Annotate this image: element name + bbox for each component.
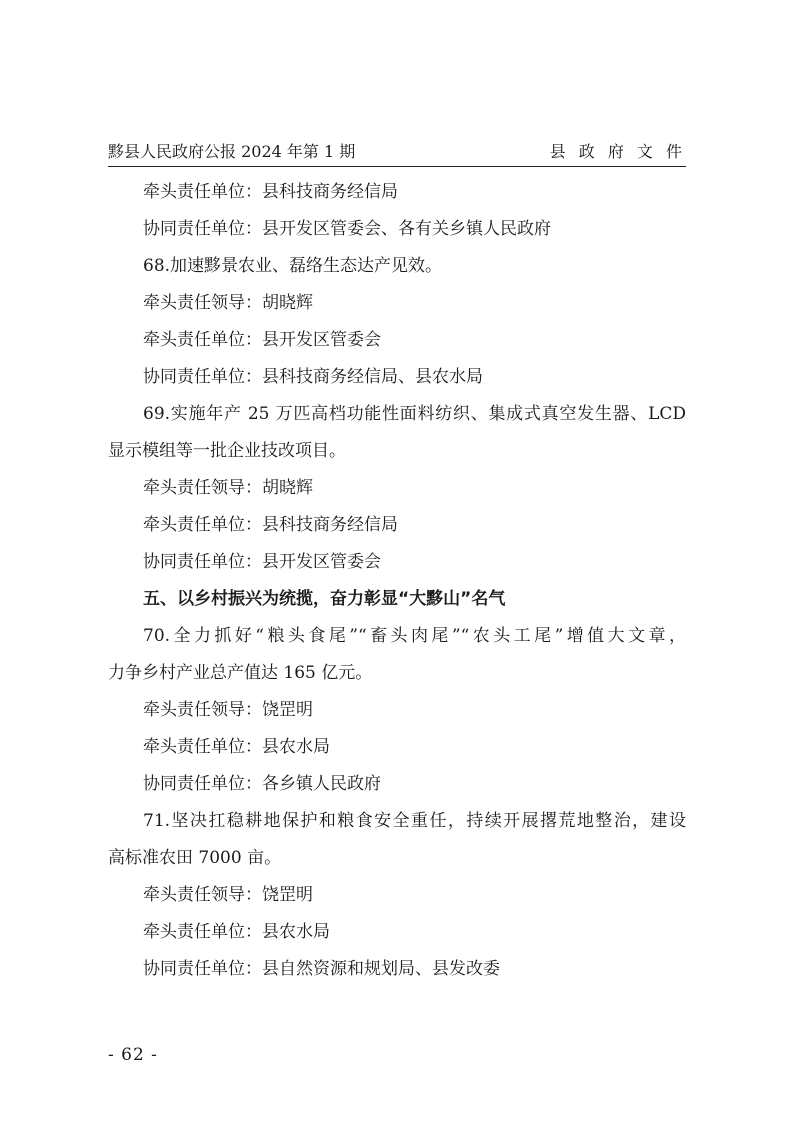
running-header (108, 140, 686, 164)
item-70-text-line-1: 70.全力抓好“粮头食尾”“畜头肉尾”“农头工尾”增值大文章， (143, 626, 686, 646)
body-line: 牵头责任单位：县农水局 (143, 737, 330, 757)
header-section-label: 县 政 府 文 件 (549, 142, 686, 161)
item-69-text-line-2: 显示模组等一批企业技改项目。 (108, 441, 346, 461)
body-line: 协同责任单位：县开发区管委会、各有关乡镇人民政府 (143, 219, 551, 239)
body-line: 协同责任单位：县科技商务经信局、县农水局 (143, 367, 483, 387)
section-heading-5: 五、以乡村振兴为统揽，奋力彰显“大黟山”名气 (143, 589, 506, 609)
item-69-text-line-1: 69.实施年产 25 万匹高档功能性面料纺织、集成式真空发生器、LCD (143, 404, 686, 424)
item-71-text-line-2: 高标准农田 7000 亩。 (108, 848, 282, 868)
body-line: 牵头责任领导：饶罡明 (143, 885, 313, 905)
body-line: 牵头责任单位：县开发区管委会 (143, 330, 381, 350)
body-line: 牵头责任单位：县科技商务经信局 (143, 515, 398, 535)
item-70-text-line-2: 力争乡村产业总产值达 165 亿元。 (108, 663, 373, 683)
body-line: 协同责任单位：县自然资源和规划局、县发改委 (143, 959, 500, 979)
body-line: 牵头责任单位：县农水局 (143, 922, 330, 942)
body-line: 牵头责任领导：饶罡明 (143, 700, 313, 720)
header-divider (108, 166, 686, 167)
body-line: 牵头责任领导：胡晓辉 (143, 293, 313, 313)
header-publication-title: 黟县人民政府公报 2024 年第 1 期 (108, 142, 356, 161)
body-line: 协同责任单位：各乡镇人民政府 (143, 774, 381, 794)
item-68-text: 68.加速黟景农业、磊络生态达产见效。 (143, 256, 443, 276)
body-line: 牵头责任领导：胡晓辉 (143, 478, 313, 498)
body-line: 牵头责任单位：县科技商务经信局 (143, 182, 398, 202)
page-number: - 62 - (108, 1045, 158, 1065)
body-line: 协同责任单位：县开发区管委会 (143, 552, 381, 572)
document-body (108, 174, 686, 988)
item-71-text-line-1: 71.坚决扛稳耕地保护和粮食安全重任，持续开展撂荒地整治，建设 (143, 811, 686, 831)
